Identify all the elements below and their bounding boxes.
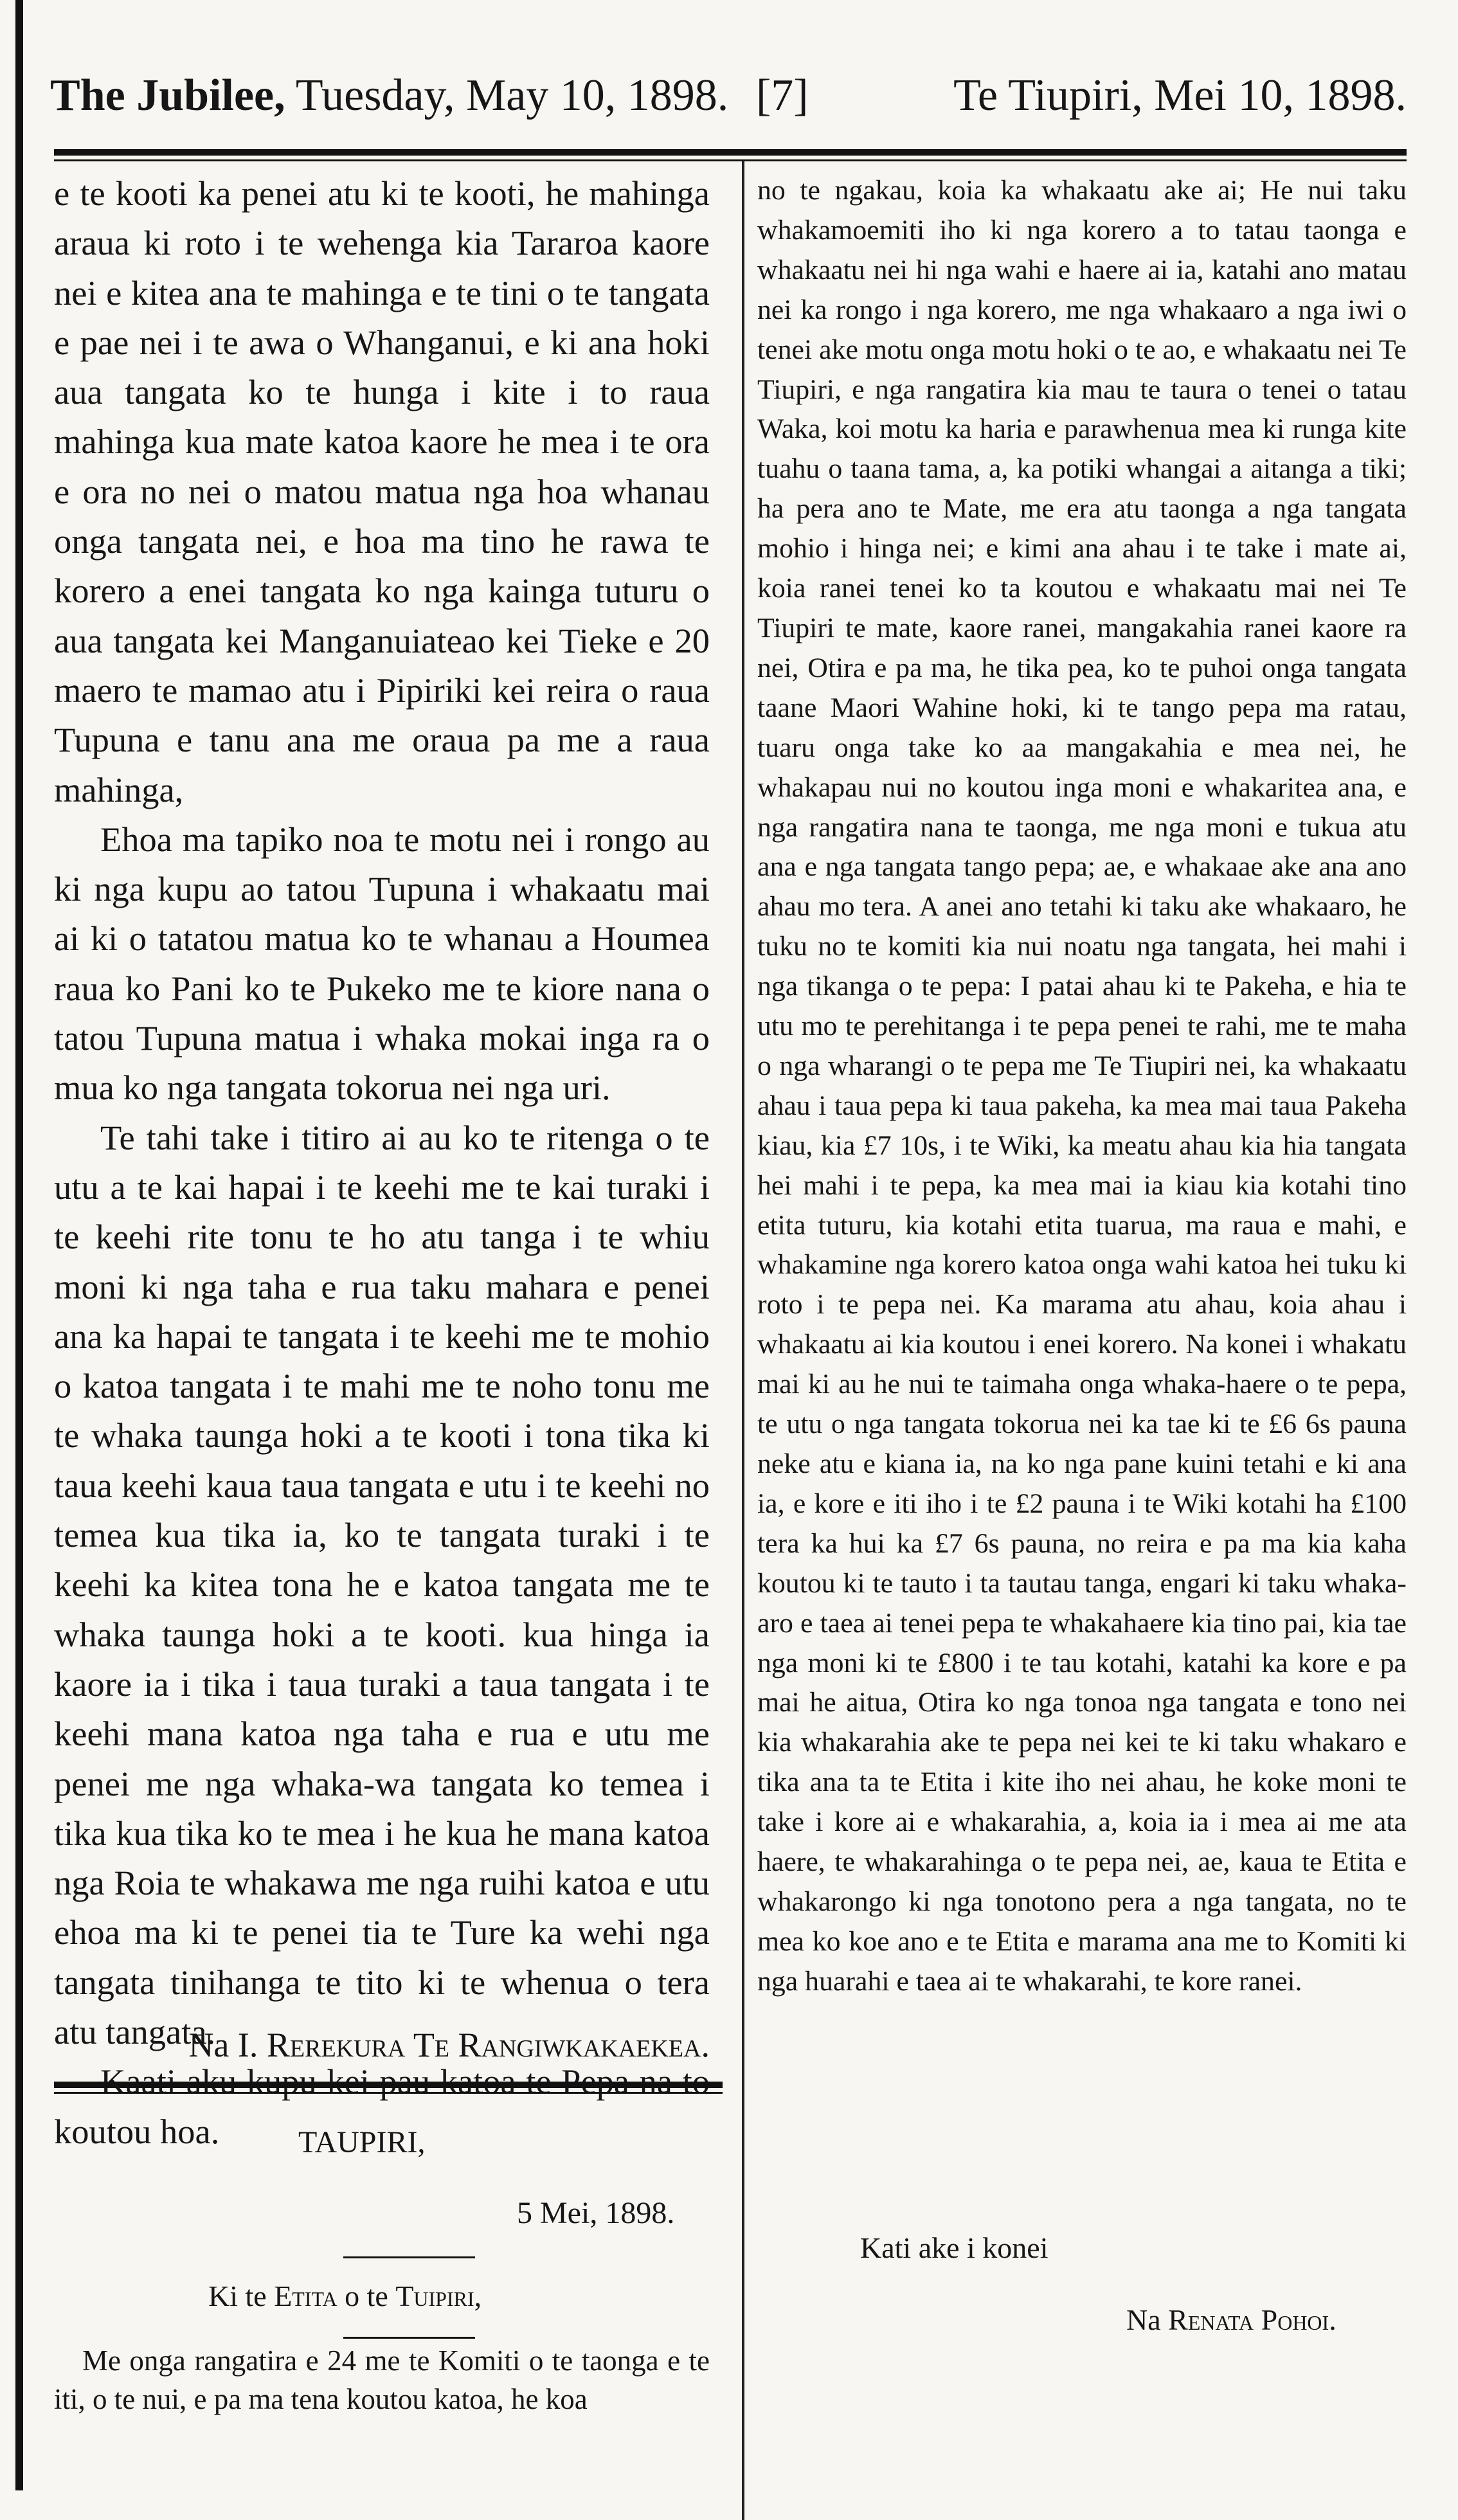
article-signature <box>188 2025 710 2065</box>
short-rule <box>343 2337 475 2339</box>
article-paragraph: Te tahi take i titiro ai au ko te ritenga o te utu a te kai hapai i te keehi me te kai turaki i te keehi rite tonu te ho atu tanga i te whiu moni ki nga taha e rua taku mahara e penei ana ka hapai te tangata i te keehi me te mohio o katoa tangata i te mahi me te noho tonu me te whaka taunga hoki a te kooti i tona tika ki taua keehi kaua taua tangata e utu i te keehi no temea kua tika ia, ko te tangata turaki i te keehi ka kitea tona he e katoa tangata me te whaka taunga hoki a te kooti. kua hinga ia kaore ia i tika i taua turaki a taua tangata i te keehi mana katoa nga taha e rua e utu me penei me nga whaka-wa tangata ko temea i tika kua tika ko te mea i he kua he mana katoa nga Roia te whakawa me nga ruihi katoa e utu ehoa ma ki te penei tia te Ture ka wehi nga tangata tinihanga te tito ki te whenua o tera atu tangata. <box>54 1117 710 2051</box>
signature-name: Rerekura Te Rangiwkakaekea. <box>266 2026 710 2064</box>
signature-prefix: Na I. <box>188 2026 267 2064</box>
letter-addressee: Ki te Etita o te Tuipiri, <box>208 2280 482 2312</box>
left-column-article <box>54 168 710 2156</box>
header-maori-dateline: Te Tiupiri, Mei 10, 1898. <box>953 71 1407 120</box>
page-number: [7] <box>756 71 809 120</box>
article-separator-rule <box>54 2082 723 2088</box>
right-column-letter-text <box>757 171 1407 2002</box>
header-english-dateline <box>50 67 728 125</box>
page-header <box>50 67 1407 125</box>
article-separator-rule-thin <box>54 2092 723 2094</box>
header-date: Tuesday, May 10, 1898. <box>285 71 729 120</box>
header-rule <box>54 149 1407 156</box>
article-paragraph: Ehoa ma tapiko noa te motu nei i rongo au ki nga kupu ao tatou Tupuna i whakaatu mai ai ki o tatatou matua ko te whanau a Houmea raua ko Pani ko te Pukeko me te kiore nana o tatou Tupuna matua i whaka mokai inga ra o mua ko nga tangata tokorua nei nga uri. <box>54 819 710 1108</box>
article-paragraph: koutou hoa. <box>54 2111 220 2151</box>
page-edge-shadow <box>15 0 23 2490</box>
letter-closing: Kati ake i konei <box>860 2231 1048 2264</box>
letter-opening: Me onga rangatira e 24 me te Komiti o te taonga e te iti, o te nui, e pa ma tena koutou katoa, he koa <box>54 2344 710 2415</box>
letter-signature: Na Renata Pohoi. <box>1126 2303 1336 2336</box>
masthead-title: The Jubilee, <box>50 71 285 120</box>
column-divider <box>742 161 744 2520</box>
article-paragraph: e te kooti ka penei atu ki te kooti, he mahinga araua ki roto i te wehenga kia Tararoa kaore nei e kitea ana te mahinga e te tini o te tangata e pae nei i te awa o Whanganui, e ki ana hoki aua tangata ko te hunga i kite i to raua mahinga kua mate katoa kaore he mea i te ora e ora no nei o matou matua nga hoa whanau onga tangata nei, e hoa ma tino he rawa te korero a enei tangata ko nga kainga tuturu o aua tangata kei Manganuiateao kei Tieke e 20 maero te mamao atu i Pipiriki kei reira o raua Tupuna e tanu ana me oraua pa me a raua mahinga, <box>54 174 710 809</box>
letter-date: 5 Mei, 1898. <box>517 2196 675 2230</box>
letter-place: TAUPIRI, <box>298 2125 426 2159</box>
header-rule-thin <box>54 159 1407 161</box>
letter-paragraph: no te ngakau, koia ka whakaatu ake ai; He nui taku whakamoemiti iho ki nga korero a to tatau taonga e whakaatu nei hi nga wahi e haere ai ia, katahi ano matau nei ka rongo i nga korero, me nga whakaaro a nga iwi o tenei ake motu onga motu hoki o te ao, e whakaatu nei Te Tiupiri, e nga rangatira kia mau te taura o tenei o tatau Waka, koi motu ka haria e parawhenua mea ki runga kite tuahu o taana tama, a, ka potiki whangai a aitanga a tiki; ha pera ano te Mate, me era atu taonga a nga tangata mohio i hinga nei; e kimi ana ahau i te take i mate ai, koia ranei tenei ko ta koutou e whakaatu mai nei Te Tiupiri te mate, kaore ranei, mangakahia ranei kaore ra nei, Otira e pa ma, he tika pea, ko te puhoi onga tangata taane Maori Wahine hoki, ki te tango pepa ma ratau, tuaru onga take ko aa mangakahia e mea nei, he whakapau nui no koutou inga moni e whakaritea ana, e nga rangatira nana te taonga, me nga moni e tukua atu ana e nga tangata tango pepa; ae, e whakaae ake ana ano ahau mo tera. A anei ano tetahi ki taku ake whakaaro, he tuku no te komiti kia nui noatu nga tangata, hei mahi i nga tikanga o te pepa: I patai ahau ki te Pakeha, e hia te utu mo te perehitanga i te pepa penei te rahi, me te maha o nga wharangi o te pepa me Te Tiupiri nei, ka whakaatu ahau i taua pepa ki taua pakeha, ka mea mai taua Pakeha kiau, kia £7 10s, i te Wiki, ka meatu ahau kia hia tangata hei mahi i te pepa, ka mea mai ia kiau kia kotahi tino etita tuturu, kia kotahi etita tuarua, ma raua e mahi, e whakamine nga korero katoa onga wahi katoa hei tuku ki roto i te pepa nei. Ka marama atu ahau, koia ahau i whakaatu ai kia koutou i enei korero. Na konei i whakatu mai ki au he nui te taimaha onga whaka-haere o te pepa, te utu o nga tangata tokorua nei ka tae ki te £6 6s pauna neke atu e kiana ia, na ko nga pane kuini tetahi e ki ana ia, e kore e iti iho i te £2 pauna i te Wiki kotahi ha £100 tera ka hui ka £7 6s pauna, no reira e pa ma kia kaha koutou ki te tauto i ta tautau tanga, engari ki taku whaka-aro e taea ai tenei pepa te whakahaere kia tino pai, kia tae nga moni ki te £800 i te tau kotahi, katahi ka kore e pa mai he aitua, Otira ko nga tonoa nga tangata e tono nei kia whakarahia ake te pepa nei kei te ki taku whakaro e tika ana ta te Etita i kite iho nei ahau, he koke moni te take i kore ai e whakarahia, a, koia ia i mea ai me ata haere, te whakarahinga o te pepa nei, ae, kaua te Etita e whakarongo ki nga tonotono pera a nga tangata, no te mea ko koe ano e te Etita e marama ana me to Komiti ki nga huarahi e taea ai te whakarahi, te kore ranei. <box>757 175 1407 1997</box>
short-rule <box>343 2256 475 2258</box>
